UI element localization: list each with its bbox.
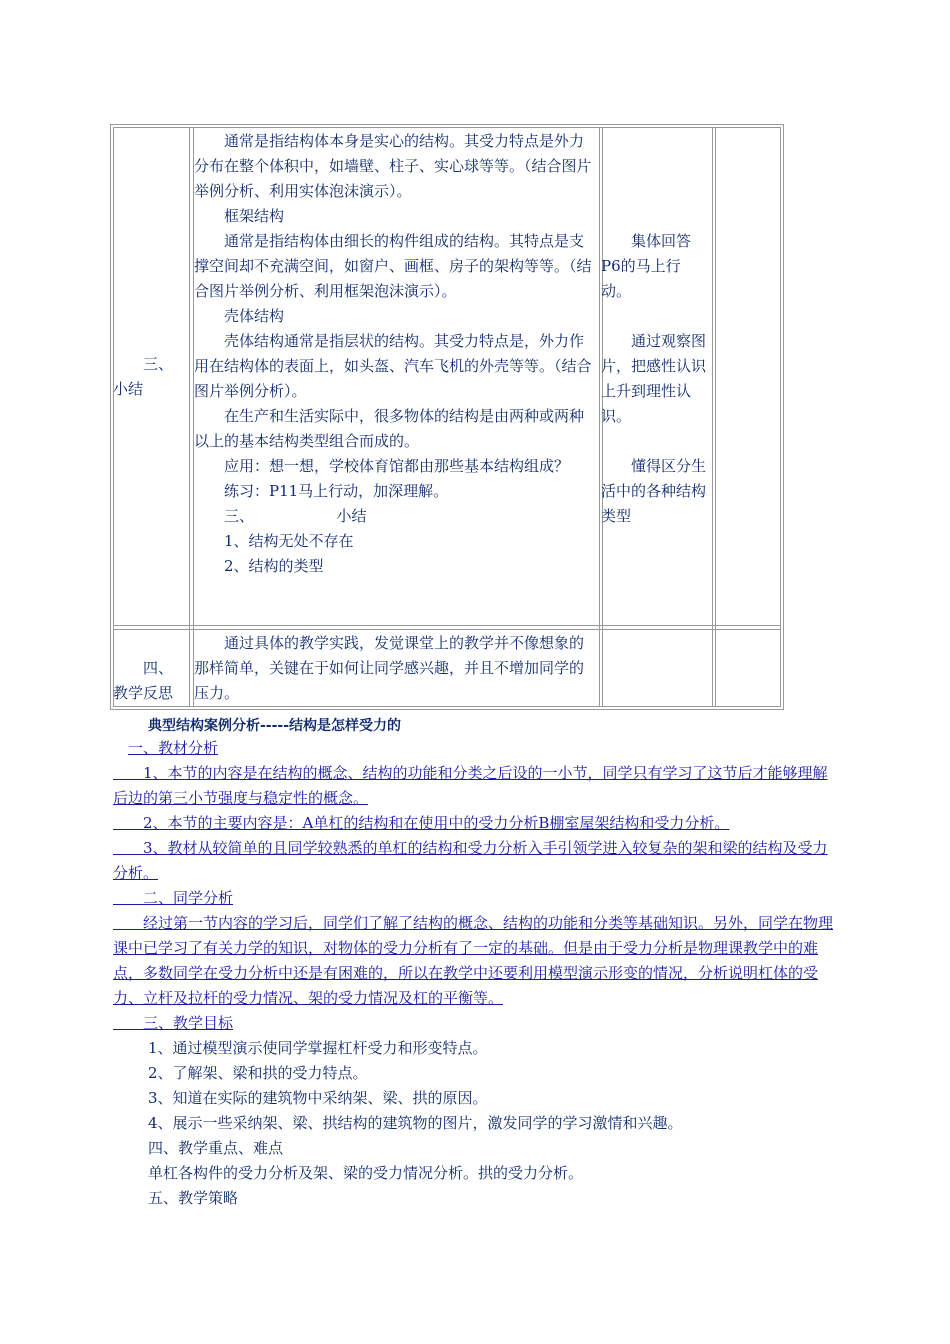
- paragraph: 在生产和生活实际中，很多物体的结构是由两种或两种以上的基本结构类型组合而成的。: [194, 407, 585, 450]
- heading-teaching-strategy: 五、教学策略: [148, 1189, 239, 1207]
- goal-item: 4、展示一些采纳架、梁、拱结构的建筑物的图片，激发同学的学习激情和兴趣。: [148, 1114, 683, 1132]
- paragraph-link[interactable]: 3、教材从较简单的且同学较熟悉的单杠的结构和受力分析入手引领学进入较复杂的架和梁的结构及受力分析。: [113, 839, 828, 882]
- paragraph: 通常是指结构体由细长的构件组成的结构。其特点是支撑空间却不充满空间，如窗户、画框、房子的架构等等。（结合图片举例分析、利用框架泡沫演示）。: [194, 232, 592, 300]
- paragraph: 2、结构的类型: [224, 557, 324, 575]
- spacer: [601, 304, 709, 329]
- paragraph-link[interactable]: 2、本节的主要内容是：A单杠的结构和在使用中的受力分析B棚室屋架结构和受力分析。: [113, 814, 730, 832]
- paragraph: 单杠各构件的受力分析及架、梁的受力情况分析。拱的受力分析。: [148, 1164, 584, 1182]
- paragraph: 框架结构: [224, 207, 285, 225]
- paragraph-link[interactable]: 1、本节的内容是在结构的概念、结构的功能和分类之后设的一小节，同学只有学习了这节后才能够理解后边的第三小节强度与稳定性的概念。: [113, 764, 828, 807]
- activity-paragraph: 集体回答P6的马上行动。: [601, 232, 692, 300]
- heading-key-points: 四、教学重点、难点: [148, 1139, 284, 1157]
- paragraph: 三、 小结: [224, 507, 367, 525]
- row-label-summary: [113, 327, 189, 427]
- row-label-text: 四、 教学反思: [113, 659, 174, 702]
- table-divider: [715, 127, 716, 707]
- activity-paragraph: 懂得区分生活中的各种结构类型: [601, 457, 707, 525]
- table-divider: [113, 629, 781, 630]
- content-cell: [194, 129, 597, 579]
- paragraph: 通过具体的教学实践，发觉课堂上的教学并不像想象的那样简单，关键在于如何让同学感兴趣，并且不增加同学的压力。: [194, 634, 585, 702]
- paragraph: 1、结构无处不存在: [224, 532, 354, 550]
- lesson-table: [110, 124, 784, 710]
- paragraph-link[interactable]: 经过第一节内容的学习后，同学们了解了结构的概念、结构的功能和分类等基础知识。另外，同学在物理课中已学习了有关力学的知识，对物体的受力分析有了一定的基础。但是由于受力分析是物理课教学中的难点，多数同学在受力分析中还是有困难的，所以在教学中还要利用模型演示形变的情况，分析说明杠体的受力、立杆及拉杆的受力情况、架的受力情况及杠的平衡等。: [113, 914, 834, 1007]
- goal-item: 2、了解架、梁和拱的受力特点。: [148, 1064, 368, 1082]
- paragraph: 壳体结构通常是指层状的结构。其受力特点是，外力作用在结构体的表面上，如头盔、汽车飞机的外壳等等。（结合图片举例分析）。: [194, 332, 592, 400]
- paragraph: 壳体结构: [224, 307, 285, 325]
- paragraph: 通常是指结构体本身是实心的结构。其受力特点是外力分布在整个体积中，如墙壁、柱子、实心球等等。（结合图片举例分析、利用实体泡沫演示）。: [194, 132, 592, 200]
- spacer: [601, 429, 709, 454]
- goal-item: 3、知道在实际的建筑物中采纳架、梁、拱的原因。: [148, 1089, 488, 1107]
- goal-item: 1、通过模型演示使同学掌握杠杆受力和形变特点。: [148, 1039, 488, 1057]
- section-title: 典型结构案例分析-----结构是怎样受力的: [148, 718, 402, 734]
- activity-cell: [601, 229, 709, 529]
- paragraph: 练习：P11马上行动，加深理解。: [224, 482, 449, 500]
- table-divider: [599, 127, 600, 707]
- activity-paragraph: 通过观察图片，把感性认识上升到理性认识。: [601, 332, 707, 425]
- paragraph: 应用：想一想，学校体育馆都由那些基本结构组成？: [224, 457, 570, 475]
- reflection-cell: [194, 631, 597, 706]
- table-divider: [113, 625, 781, 626]
- table-divider: [189, 127, 190, 707]
- row-label-text: 三、 小结: [113, 355, 174, 398]
- table-divider: [712, 127, 713, 707]
- heading-teaching-goals[interactable]: 三、教学目标: [113, 1014, 234, 1032]
- heading-student-analysis[interactable]: 二、同学分析: [113, 889, 234, 907]
- heading-textbook-analysis[interactable]: 一、教材分析: [128, 739, 219, 757]
